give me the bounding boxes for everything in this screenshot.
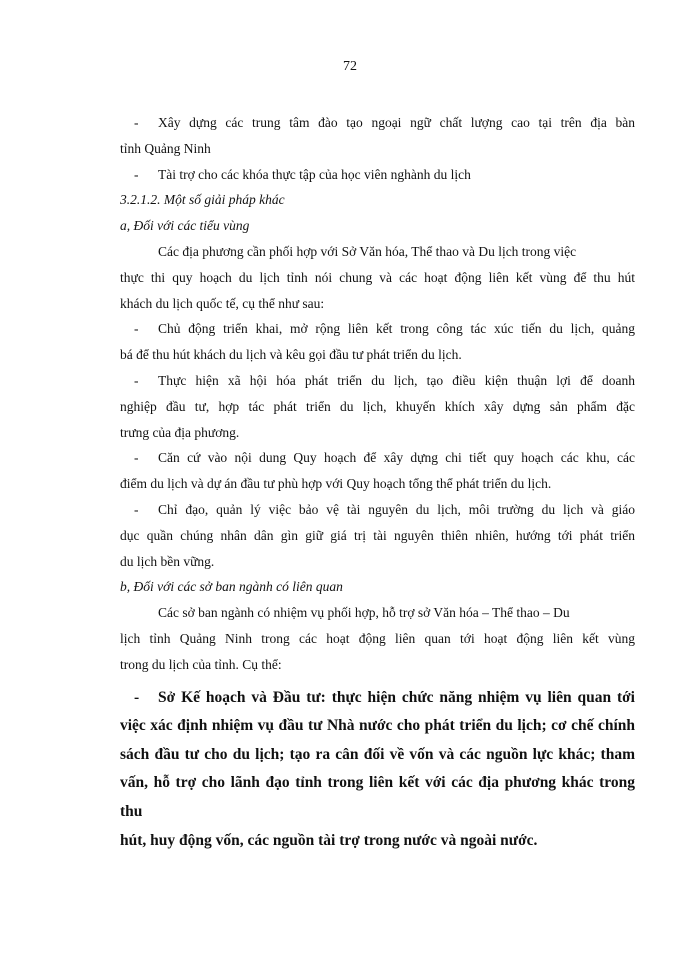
list-item: [120, 684, 635, 713]
page-number: 72: [343, 59, 357, 74]
subsection-heading-a: a, Đối với các tiểu vùng: [120, 218, 250, 234]
bullet-dash: -: [134, 321, 139, 337]
bullet-continuation: dục quần chúng nhân dân gìn giữ giá trị tài nguyên thiên nhiên, hướng tới phát triển: [120, 527, 635, 543]
page-content: [120, 110, 635, 855]
paragraph-line: Các địa phương cần phối hợp với Sở Văn hóa, Thể thao và Du lịch trong việc: [158, 243, 577, 259]
bullet-text: Sở Kế hoạch và Đầu tư: thực hiện chức năng nhiệm vụ liên quan tới: [158, 688, 635, 706]
bullet-continuation: nghiệp đầu tư, hợp tác phát triển du lịch, khuyến khích xây dựng sản phẩm đặc: [120, 398, 635, 414]
paragraph-line: Các sở ban ngành có nhiệm vụ phối hợp, hỗ trợ sở Văn hóa – Thể thao – Du: [158, 605, 570, 621]
bullet-continuation: vấn, hỗ trợ cho lãnh đạo tỉnh trong liên kết với các địa phương khác trong thu: [120, 774, 635, 820]
bullet-text: Tài trợ cho các khóa thực tập của học viên nghành du lịch: [158, 166, 471, 182]
bullet-text: Thực hiện xã hội hóa phát triển du lịch, tạo điều kiện thuận lợi để doanh: [158, 372, 635, 388]
paragraph-line: thực thi quy hoạch du lịch tỉnh nói chung và các hoạt động liên kết vùng để thu hút: [120, 269, 635, 285]
bullet-continuation: trưng của địa phương.: [120, 424, 240, 440]
paragraph-line: khách du lịch quốc tế, cụ thể như sau:: [120, 295, 325, 311]
paragraph-line: trong du lịch của tỉnh. Cụ thể:: [120, 656, 282, 672]
list-item: [120, 497, 635, 523]
bullet-text: Chỉ đạo, quản lý việc bảo vệ tài nguyên du lịch, môi trường du lịch và giáo: [158, 501, 635, 517]
bullet-continuation: du lịch bền vững.: [120, 553, 215, 569]
bullet-continuation: việc xác định nhiệm vụ đầu tư Nhà nước cho phát triển du lịch; cơ chế chính: [120, 717, 635, 735]
paragraph-line: lịch tỉnh Quảng Ninh trong các hoạt động liên quan tới hoạt động liên kết vùng: [120, 630, 635, 646]
bullet-dash: -: [134, 688, 140, 706]
bullet-continuation: sách đầu tư cho du lịch; tạo ra cân đối về vốn và các nguồn lực khác; tham: [120, 745, 635, 763]
list-item: [120, 162, 635, 188]
bullet-continuation: tỉnh Quảng Ninh: [120, 140, 211, 156]
bullet-text: Căn cứ vào nội dung Quy hoạch để xây dựng chi tiết quy hoạch các khu, các: [158, 450, 635, 466]
section-heading: 3.2.1.2. Một số giải pháp khác: [120, 192, 285, 208]
bullet-dash: -: [134, 372, 139, 388]
bullet-continuation: bá để thu hút khách du lịch và kêu gọi đầu tư phát triển du lịch.: [120, 347, 462, 363]
bullet-dash: -: [134, 501, 139, 517]
bullet-text: Xây dựng các trung tâm đào tạo ngoại ngữ chất lượng cao tại trên địa bàn: [158, 115, 635, 130]
subsection-heading-b: b, Đối với các sở ban ngành có liên quan: [120, 579, 343, 595]
bullet-dash: -: [134, 115, 139, 130]
bullet-continuation: hút, huy động vốn, các nguồn tài trợ trong nước và ngoài nước.: [120, 831, 538, 849]
list-item: [120, 110, 635, 136]
bullet-text: Chủ động triển khai, mở rộng liên kết trong công tác xúc tiến du lịch, quảng: [158, 321, 635, 337]
list-item: [120, 316, 635, 342]
bullet-dash: -: [134, 166, 139, 182]
list-item: [120, 368, 635, 394]
bullet-dash: -: [134, 450, 139, 466]
bullet-continuation: điểm du lịch và dự án đầu tư phù hợp với Quy hoạch tổng thể phát triển du lịch.: [120, 476, 552, 492]
list-item: [120, 445, 635, 471]
bold-bullet-block: [120, 684, 635, 856]
